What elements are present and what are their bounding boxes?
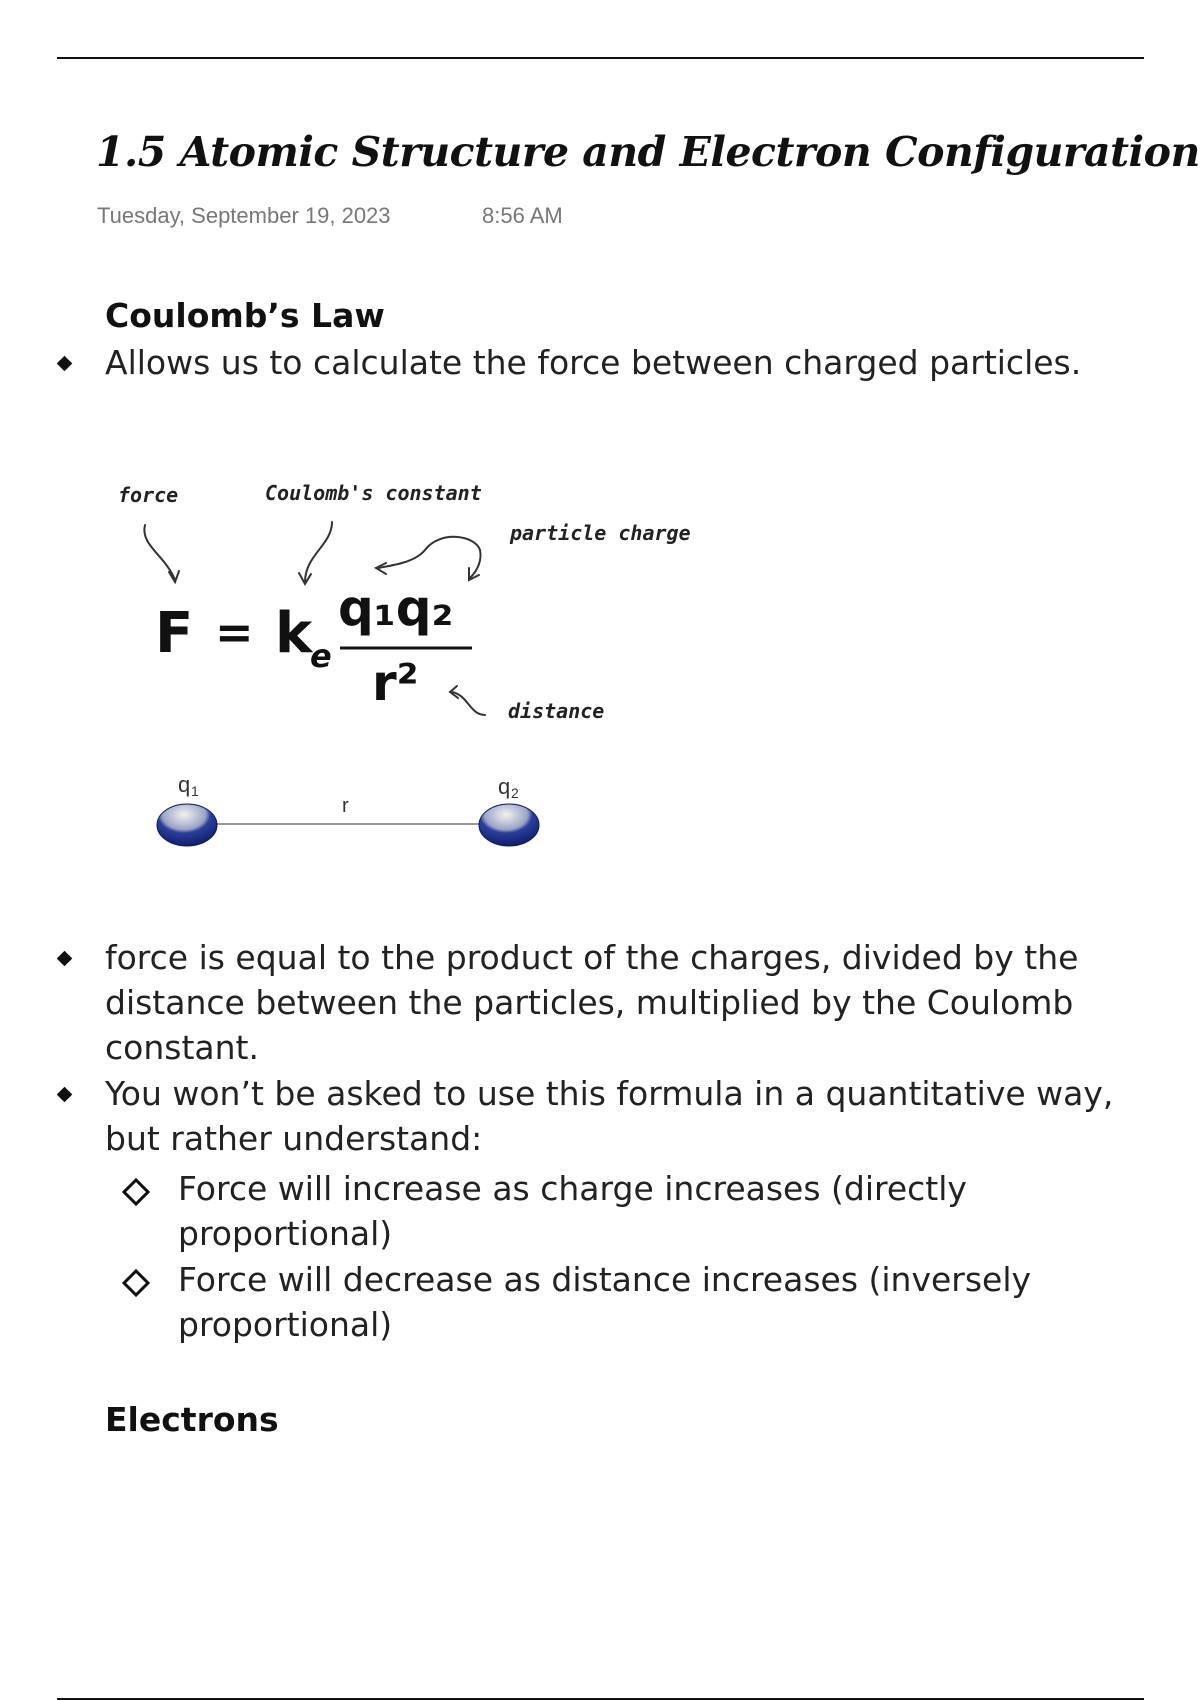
formula-k: k: [275, 601, 313, 666]
label-q1: q: [178, 772, 191, 797]
sub-bullet-distance-inverse: Force will decrease as distance increases (inversely proportional): [178, 1260, 1032, 1344]
formula-k-subscript: e: [310, 637, 332, 675]
formula-numerator: q₁q₂: [338, 579, 454, 637]
label-distance-r: r: [342, 795, 349, 817]
particle-q2: [479, 804, 539, 846]
bullet-force-description: force is equal to the product of the charges, divided by the distance between the particles, multiplied by the Coulomb constant.: [105, 938, 1079, 1067]
sub-bullet-hollow-diamond-icon: [122, 1269, 150, 1297]
page-title: 1.5 Atomic Structure and Electron Configuration: [96, 128, 1200, 176]
top-rule: [57, 57, 1144, 59]
section-heading-coulomb: Coulomb’s Law: [105, 296, 385, 335]
bullet-qualitative-note: You won’t be asked to use this formula in a quantitative way, but rather understand:: [105, 1074, 1114, 1158]
annotation-charge: particle charge: [510, 521, 691, 545]
section-heading-electrons: Electrons: [105, 1400, 279, 1439]
label-q1-subscript: 1: [191, 783, 199, 799]
annotation-force: force: [118, 483, 179, 507]
formula-equals: =: [215, 605, 254, 659]
sub-bullet-hollow-diamond-icon: [122, 1178, 150, 1206]
bullet-diamond-icon: [57, 356, 73, 372]
bullet-diamond-icon: [57, 951, 73, 967]
formula-force: F: [155, 601, 194, 666]
label-q2-subscript: 2: [511, 785, 519, 801]
formula-denominator: r²: [372, 654, 419, 712]
annotation-distance: distance: [508, 699, 605, 723]
page-time: 8:56 AM: [482, 203, 563, 228]
particle-q1: [157, 804, 217, 846]
coulomb-formula-figure: [100, 470, 700, 870]
label-q2: q: [498, 774, 511, 799]
bullet-intro: Allows us to calculate the force between charged particles.: [105, 343, 1082, 382]
bullet-diamond-icon: [57, 1087, 73, 1103]
sub-bullet-charge-proportional: Force will increase as charge increases (directly proportional): [178, 1169, 967, 1253]
annotation-constant: Coulomb's constant: [265, 481, 482, 505]
page-date: Tuesday, September 19, 2023: [97, 203, 391, 228]
